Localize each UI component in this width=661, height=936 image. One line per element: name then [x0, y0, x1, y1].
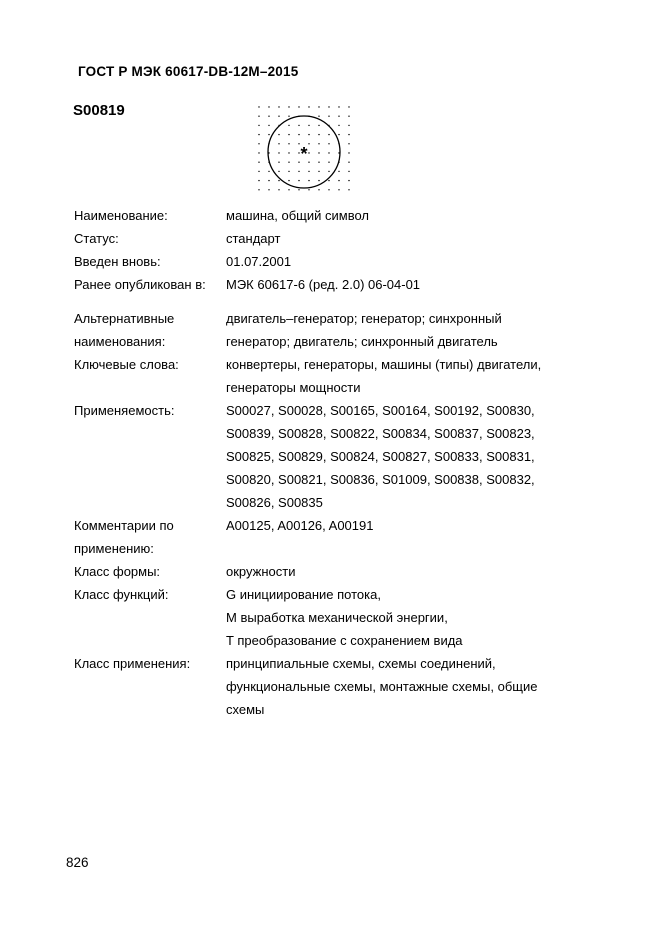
grid-dot: [268, 189, 269, 190]
grid-dot: [258, 106, 259, 107]
field-label: Применяемость:: [74, 403, 175, 418]
attribute-list: [74, 204, 574, 721]
grid-dot: [278, 116, 279, 117]
field-shape-class: [74, 560, 574, 583]
grid-dot: [328, 180, 329, 181]
grid-dot: [308, 125, 309, 126]
grid-dot: [288, 171, 289, 172]
grid-dot: [258, 180, 259, 181]
grid-dot: [308, 134, 309, 135]
grid-dot: [298, 152, 299, 153]
grid-dot: [268, 171, 269, 172]
grid-dot: [308, 152, 309, 153]
field-previously-published: [74, 273, 574, 296]
grid-dot: [338, 171, 339, 172]
grid-dot: [318, 152, 319, 153]
grid-dot: [348, 134, 349, 135]
grid-dot: [298, 180, 299, 181]
symbol-code: S00819: [73, 102, 125, 119]
field-alternative-names: [74, 307, 574, 353]
grid-dot: [288, 162, 289, 163]
star-glyph: *: [300, 144, 308, 164]
grid-dot: [308, 106, 309, 107]
grid-dot: [278, 152, 279, 153]
grid-dot: [278, 134, 279, 135]
grid-dot: [318, 134, 319, 135]
field-function-class: [74, 583, 574, 652]
field-value: 01.07.2001: [226, 254, 292, 269]
grid-dot: [328, 152, 329, 153]
grid-dot: [258, 125, 259, 126]
grid-dot: [318, 189, 319, 190]
grid-dot: [338, 116, 339, 117]
grid-dot: [328, 162, 329, 163]
grid-dot: [288, 106, 289, 107]
field-label: Ключевые слова:: [74, 357, 179, 372]
machine-symbol-icon: [254, 102, 354, 194]
grid-dot: [328, 171, 329, 172]
grid-dot: [338, 189, 339, 190]
symbol-figure: [254, 102, 354, 194]
field-value: G инициирование потока, M выработка механической энергии, T преобразование с сохранением вида: [226, 587, 463, 648]
field-label: Комментарии по применению:: [74, 518, 174, 556]
grid-dot: [338, 106, 339, 107]
grid-dot: [328, 134, 329, 135]
grid-dot: [308, 171, 309, 172]
grid-dot: [308, 180, 309, 181]
grid-dot: [278, 143, 279, 144]
grid-dot: [318, 162, 319, 163]
grid-dot: [318, 180, 319, 181]
grid-dot: [298, 106, 299, 107]
field-value: окружности: [226, 564, 296, 579]
field-label: Класс применения:: [74, 656, 191, 671]
field-label: Класс функций:: [74, 587, 169, 602]
grid-dot: [298, 162, 299, 163]
field-label: Статус:: [74, 231, 119, 246]
grid-dot: [318, 125, 319, 126]
grid-dot: [268, 180, 269, 181]
field-name: [74, 204, 574, 227]
grid-dot: [328, 106, 329, 107]
field-value: конвертеры, генераторы, машины (типы) двигатели, генераторы мощности: [226, 357, 542, 395]
field-application-comments: [74, 514, 574, 560]
grid-dot: [298, 125, 299, 126]
grid-dot: [258, 143, 259, 144]
grid-dot: [348, 171, 349, 172]
document-header: ГОСТ Р МЭК 60617-DB-12M–2015: [78, 64, 299, 79]
grid-dot: [278, 162, 279, 163]
field-keywords: [74, 353, 574, 399]
grid-dot: [348, 106, 349, 107]
field-label: Класс формы:: [74, 564, 161, 579]
grid-dot: [258, 162, 259, 163]
grid-dot: [338, 180, 339, 181]
field-value: машина, общий символ: [226, 208, 369, 223]
field-introduced: [74, 250, 574, 273]
grid-dot: [338, 134, 339, 135]
grid-dot: [258, 171, 259, 172]
field-value: S00027, S00028, S00165, S00164, S00192, S00830, S00839, S00828, S00822, S00834, S00837, S00823, S00825, S00829, S00824, S00827, S00833, S00831, S00820, S00821, S00836, S01009, S00838, S00832, S00826, S00835: [226, 403, 535, 510]
grid-dot: [288, 180, 289, 181]
grid-dot: [268, 116, 269, 117]
field-applicability: [74, 399, 574, 514]
field-value: двигатель–генератор; генератор; синхронный генератор; двигатель; синхронный двигатель: [226, 311, 502, 349]
grid-dot: [348, 162, 349, 163]
grid-dot: [278, 180, 279, 181]
grid-dot: [298, 171, 299, 172]
grid-dot: [318, 143, 319, 144]
grid-dot: [348, 125, 349, 126]
field-label: Введен вновь:: [74, 254, 161, 269]
grid-dot: [288, 189, 289, 190]
grid-dot: [258, 152, 259, 153]
grid-dot: [258, 189, 259, 190]
grid-dot: [258, 134, 259, 135]
field-label: Ранее опубликован в:: [74, 277, 206, 292]
grid-dot: [298, 143, 299, 144]
grid-dot: [278, 106, 279, 107]
grid-dot: [278, 171, 279, 172]
grid-dot: [328, 189, 329, 190]
grid-dot: [298, 189, 299, 190]
grid-dot: [318, 116, 319, 117]
grid-dot: [288, 125, 289, 126]
field-label: Наименование:: [74, 208, 168, 223]
grid-dot: [348, 152, 349, 153]
grid-dot: [308, 189, 309, 190]
grid-dot: [318, 171, 319, 172]
grid-dot: [328, 143, 329, 144]
grid-dot: [278, 189, 279, 190]
grid-dot: [348, 189, 349, 190]
grid-dot: [328, 116, 329, 117]
grid-dot: [348, 116, 349, 117]
field-value: A00125, A00126, A00191: [226, 518, 374, 533]
field-label: Альтернативные наименования:: [74, 311, 175, 349]
grid-dot: [288, 134, 289, 135]
page-number: 826: [66, 855, 89, 870]
grid-dot: [308, 143, 309, 144]
grid-dot: [288, 143, 289, 144]
grid-dot: [318, 106, 319, 107]
field-value: стандарт: [226, 231, 281, 246]
grid-dot: [298, 134, 299, 135]
grid-dot: [268, 125, 269, 126]
grid-dot: [338, 125, 339, 126]
grid-dot: [288, 152, 289, 153]
grid-dot: [348, 180, 349, 181]
field-value: МЭК 60617-6 (ред. 2.0) 06-04-01: [226, 277, 421, 292]
field-status: [74, 227, 574, 250]
grid-dot: [348, 143, 349, 144]
grid-dot: [288, 116, 289, 117]
grid-dot: [268, 134, 269, 135]
field-application-class: [74, 652, 574, 721]
grid-dot: [268, 106, 269, 107]
field-value: принципиальные схемы, схемы соединений, функциональные схемы, монтажные схемы, общие схемы: [226, 656, 538, 717]
grid-dot: [258, 116, 259, 117]
grid-dot: [308, 162, 309, 163]
